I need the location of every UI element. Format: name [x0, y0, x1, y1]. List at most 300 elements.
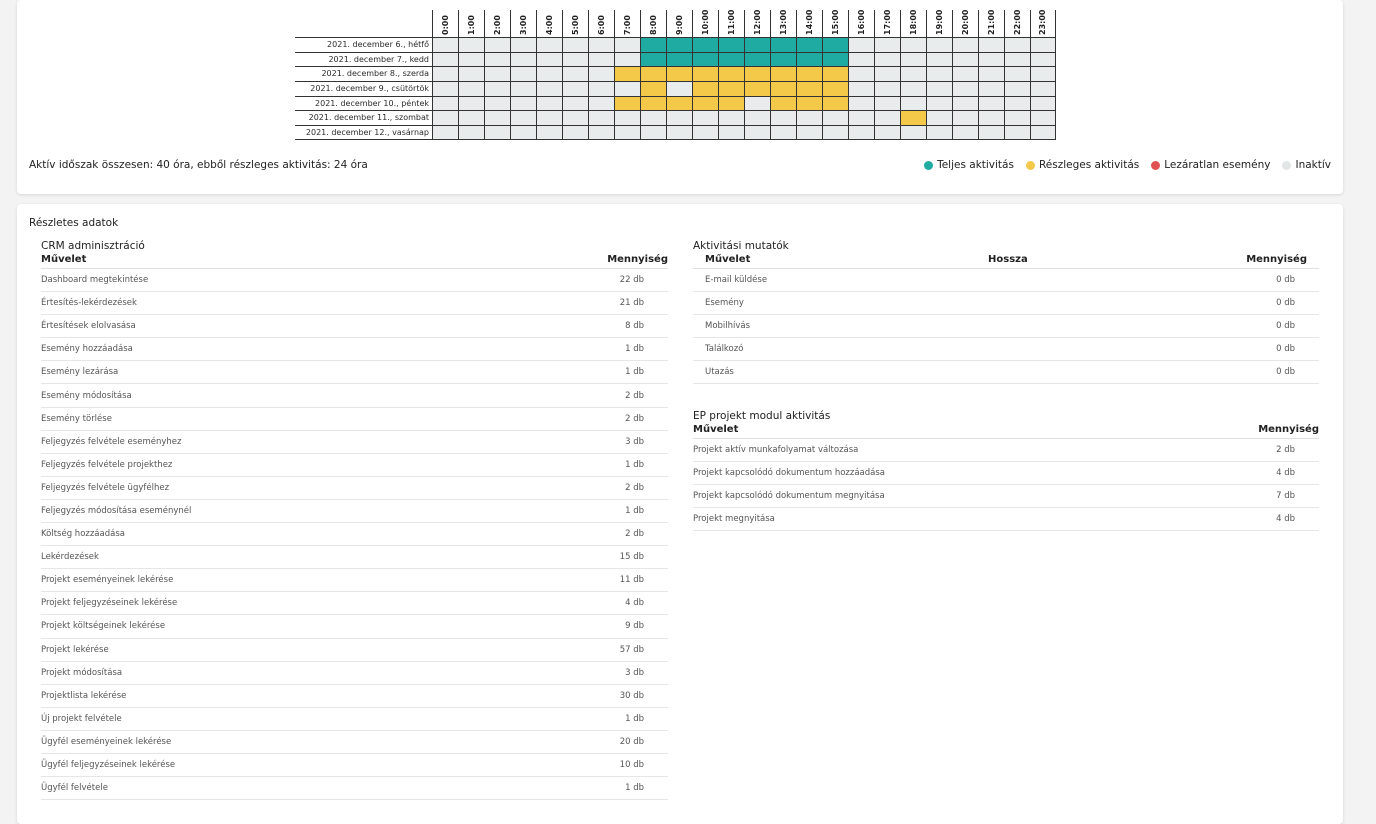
- table-row: [41, 431, 668, 454]
- hour-header-cell: [874, 10, 900, 37]
- heatmap-cell: [718, 96, 744, 111]
- heatmap-cell: [484, 125, 510, 140]
- table-row: [41, 408, 668, 431]
- hour-label: 14:00: [804, 10, 814, 35]
- heatmap-cell: [744, 66, 770, 81]
- row-action-name: Esemény lezárása: [41, 367, 119, 378]
- activity-table-body: [693, 269, 1319, 384]
- heatmap-cell: [796, 110, 822, 125]
- heatmap-cell: [1030, 96, 1056, 111]
- heatmap-cell: [562, 66, 588, 81]
- heatmap-cell: [692, 66, 718, 81]
- heatmap-cell: [900, 66, 926, 81]
- hour-label: 0:00: [440, 15, 450, 35]
- heatmap-cell: [640, 52, 666, 67]
- heatmap-cell: [796, 125, 822, 140]
- heatmap-day-row: [295, 66, 1056, 81]
- hour-label: 18:00: [908, 10, 918, 35]
- crm-table-title: CRM adminisztráció: [41, 240, 145, 252]
- day-label: 2021. december 10., péntek: [295, 96, 432, 111]
- row-quantity: 30 db: [619, 690, 644, 701]
- table-row: [693, 361, 1319, 384]
- heatmap-day-row: [295, 125, 1056, 140]
- heatmap-cell: [536, 52, 562, 67]
- legend-label: Lezáratlan esemény: [1164, 159, 1271, 171]
- hour-label: 12:00: [752, 10, 762, 35]
- hour-label: 22:00: [1012, 10, 1022, 35]
- hour-header-cell: [510, 10, 536, 37]
- legend-label: Részleges aktivitás: [1038, 159, 1140, 171]
- table-row: [693, 462, 1319, 485]
- heatmap-cell: [1004, 125, 1030, 140]
- row-action-name: Ügyfél eseményeinek lekérése: [41, 736, 172, 747]
- legend-item: [924, 159, 1014, 171]
- heatmap-cell: [614, 37, 640, 52]
- heatmap-cell: [640, 66, 666, 81]
- detailed-data-card: [17, 204, 1343, 824]
- heatmap-cell: [614, 66, 640, 81]
- heatmap-cell: [770, 66, 796, 81]
- hour-header-cell: [458, 10, 484, 37]
- heatmap-cell: [510, 125, 536, 140]
- heatmap-cell: [666, 96, 692, 111]
- hour-label: 4:00: [544, 15, 554, 35]
- heatmap-cell: [666, 110, 692, 125]
- table-row: [41, 615, 668, 638]
- table-row: [693, 292, 1319, 315]
- row-action-name: Esemény: [705, 298, 744, 309]
- activity-table-title: Aktivitási mutatók: [693, 240, 789, 252]
- row-action-name: Projekt kapcsolódó dokumentum hozzáadása: [693, 468, 885, 479]
- table-row: [41, 569, 668, 592]
- hour-header-cell: [822, 10, 848, 37]
- heatmap-cell: [692, 52, 718, 67]
- heatmap-cell: [510, 96, 536, 111]
- row-action-name: Utazás: [705, 367, 734, 378]
- heatmap-cell: [640, 96, 666, 111]
- heatmap-cell: [796, 37, 822, 52]
- heatmap-cell: [848, 110, 874, 125]
- heatmap-cell: [640, 125, 666, 140]
- heatmap-cell: [588, 81, 614, 96]
- heatmap-cell: [848, 37, 874, 52]
- heatmap-cell: [432, 125, 458, 140]
- heatmap-cell: [510, 81, 536, 96]
- heatmap-cell: [484, 66, 510, 81]
- heatmap-cell: [978, 125, 1004, 140]
- row-action-name: Új projekt felvétele: [41, 713, 122, 724]
- row-quantity: 1 db: [625, 459, 644, 470]
- table-row: [41, 523, 668, 546]
- table-row: [41, 546, 668, 569]
- heatmap-cell: [1004, 96, 1030, 111]
- heatmap-cell: [484, 81, 510, 96]
- table-row: [41, 639, 668, 662]
- heatmap-cell: [848, 52, 874, 67]
- row-quantity: 2 db: [1276, 445, 1295, 456]
- row-quantity: 1 db: [625, 783, 644, 794]
- row-quantity: 0 db: [1276, 275, 1295, 286]
- heatmap-cell: [822, 125, 848, 140]
- heatmap-cell: [744, 81, 770, 96]
- hour-label: 11:00: [726, 10, 736, 35]
- row-action-name: Feljegyzés felvétele eseményhez: [41, 436, 182, 447]
- heatmap-cell: [562, 81, 588, 96]
- heatmap-cell: [770, 125, 796, 140]
- heatmap-cell: [822, 110, 848, 125]
- heatmap-cell: [900, 52, 926, 67]
- row-action-name: Feljegyzés felvétele ügyfélhez: [41, 482, 170, 493]
- row-quantity: 0 db: [1276, 298, 1295, 309]
- heatmap-cell: [640, 81, 666, 96]
- hour-label: 15:00: [830, 10, 840, 35]
- heatmap-cell: [536, 66, 562, 81]
- heatmap-cell: [562, 37, 588, 52]
- heatmap-cell: [484, 52, 510, 67]
- heatmap-cell: [874, 66, 900, 81]
- ep-table-header: [693, 423, 1319, 439]
- col-header-action: Művelet: [41, 254, 87, 265]
- hour-header-cell: [692, 10, 718, 37]
- hour-label: 3:00: [518, 15, 528, 35]
- heatmap-cell: [874, 125, 900, 140]
- heatmap-cell: [510, 37, 536, 52]
- table-row: [41, 454, 668, 477]
- heatmap-day-row: [295, 37, 1056, 52]
- heatmap-cell: [692, 96, 718, 111]
- hour-label: 5:00: [570, 15, 580, 35]
- heatmap-cell: [536, 37, 562, 52]
- hour-label: 10:00: [700, 10, 710, 35]
- heatmap-cell: [1030, 52, 1056, 67]
- row-quantity: 4 db: [1276, 468, 1295, 479]
- legend-dot-icon: [1026, 161, 1035, 170]
- heatmap-cell: [1004, 52, 1030, 67]
- table-row: [41, 477, 668, 500]
- row-quantity: 15 db: [619, 552, 644, 563]
- row-action-name: Esemény törlése: [41, 413, 112, 424]
- day-label: 2021. december 11., szombat: [295, 110, 432, 125]
- col-header-length: Hossza: [988, 254, 1028, 265]
- hour-header-cell: [484, 10, 510, 37]
- row-action-name: Projekt feljegyzéseinek lekérése: [41, 598, 178, 609]
- row-action-name: Dashboard megtekintése: [41, 275, 149, 286]
- heatmap-cell: [458, 52, 484, 67]
- heatmap-cell: [536, 96, 562, 111]
- heatmap-cell: [848, 66, 874, 81]
- hour-label: 6:00: [596, 15, 606, 35]
- heatmap-cell: [666, 52, 692, 67]
- heatmap-cell: [848, 125, 874, 140]
- heatmap-cell: [432, 66, 458, 81]
- activity-table-header: [693, 253, 1319, 269]
- heatmap-cell: [1030, 66, 1056, 81]
- heatmap-cell: [796, 96, 822, 111]
- heatmap-cell: [796, 52, 822, 67]
- legend-dot-icon: [1282, 161, 1291, 170]
- hour-header-cell: [536, 10, 562, 37]
- row-action-name: Lekérdezések: [41, 552, 99, 563]
- heatmap-cell: [588, 52, 614, 67]
- hour-label: 9:00: [674, 15, 684, 35]
- row-quantity: 2 db: [625, 413, 644, 424]
- heatmap-cell: [978, 81, 1004, 96]
- day-label: 2021. december 7., kedd: [295, 52, 432, 67]
- crm-admin-table: [41, 239, 668, 800]
- table-row: [41, 500, 668, 523]
- heatmap-cell: [926, 96, 952, 111]
- row-action-name: Projektlista lekérése: [41, 690, 127, 701]
- day-rows: [295, 37, 1056, 140]
- hour-label: 2:00: [492, 15, 502, 35]
- heatmap-cell: [510, 110, 536, 125]
- heatmap-cell: [614, 125, 640, 140]
- row-quantity: 7 db: [1276, 491, 1295, 502]
- heatmap-cell: [718, 66, 744, 81]
- row-quantity: 10 db: [619, 760, 644, 771]
- heatmap-cell: [978, 66, 1004, 81]
- heatmap-cell: [770, 52, 796, 67]
- hour-label: 8:00: [648, 15, 658, 35]
- row-action-name: Értesítések elolvasása: [41, 321, 136, 332]
- heatmap-cell: [692, 81, 718, 96]
- day-label: 2021. december 6., hétfő: [295, 37, 432, 52]
- table-row: [41, 754, 668, 777]
- heatmap-cell: [952, 110, 978, 125]
- active-period-summary: Aktív időszak összesen: 40 óra, ebből részleges aktivitás: 24 óra: [29, 159, 368, 171]
- hour-header-cell: [770, 10, 796, 37]
- heatmap-cell: [640, 110, 666, 125]
- row-action-name: E-mail küldése: [705, 275, 768, 286]
- activity-metrics-table: [693, 239, 1319, 384]
- legend-label: Inaktív: [1295, 159, 1331, 171]
- row-quantity: 2 db: [625, 390, 644, 401]
- table-row: [41, 685, 668, 708]
- heatmap-cell: [562, 125, 588, 140]
- row-action-name: Projekt lekérése: [41, 644, 109, 655]
- heatmap-cell: [978, 96, 1004, 111]
- legend-item: [1026, 159, 1139, 171]
- heatmap-cell: [822, 96, 848, 111]
- section-title: Részletes adatok: [29, 217, 119, 229]
- heatmap-cell: [900, 81, 926, 96]
- heatmap-cell: [432, 52, 458, 67]
- hour-header-cell: [588, 10, 614, 37]
- col-header-quantity: Mennyiség: [607, 254, 668, 265]
- row-quantity: 0 db: [1276, 344, 1295, 355]
- row-action-name: Esemény hozzáadása: [41, 344, 133, 355]
- ep-project-module-table: [693, 409, 1319, 531]
- table-row: [41, 708, 668, 731]
- legend-item: [1282, 159, 1331, 171]
- hour-label: 23:00: [1038, 10, 1047, 35]
- heatmap-cell: [484, 37, 510, 52]
- heatmap-cell: [640, 37, 666, 52]
- heatmap-cell: [718, 110, 744, 125]
- col-header-quantity: Mennyiség: [1246, 254, 1307, 265]
- hour-header-cell: [666, 10, 692, 37]
- row-action-name: Projekt költségeinek lekérése: [41, 621, 166, 632]
- heatmap-cell: [588, 96, 614, 111]
- row-quantity: 3 db: [625, 667, 644, 678]
- hour-header-cell: [796, 10, 822, 37]
- heatmap-cell: [432, 37, 458, 52]
- heatmap-cell: [978, 110, 1004, 125]
- row-action-name: Projekt módosítása: [41, 667, 123, 678]
- heatmap-cell: [432, 96, 458, 111]
- heatmap-cell: [692, 37, 718, 52]
- heatmap-cell: [692, 125, 718, 140]
- activity-heatmap-card: [17, 0, 1343, 194]
- heatmap-cell: [770, 81, 796, 96]
- heatmap-cell: [744, 52, 770, 67]
- heatmap-day-row: [295, 81, 1056, 96]
- row-action-name: Találkozó: [705, 344, 744, 355]
- heatmap-cell: [562, 96, 588, 111]
- heatmap-cell: [666, 37, 692, 52]
- heatmap-cell: [666, 125, 692, 140]
- hour-label: 16:00: [856, 10, 866, 35]
- heatmap-day-row: [295, 52, 1056, 67]
- table-row: [41, 777, 668, 800]
- heatmap-cell: [744, 37, 770, 52]
- legend-label: Teljes aktivitás: [937, 159, 1014, 171]
- heatmap-cell: [822, 81, 848, 96]
- heatmap-cell: [1030, 125, 1056, 140]
- col-header-action: Művelet: [693, 424, 739, 435]
- heatmap-cell: [926, 125, 952, 140]
- heatmap-cell: [1004, 110, 1030, 125]
- heatmap-cell: [614, 110, 640, 125]
- heatmap-cell: [926, 37, 952, 52]
- heatmap-cell: [432, 110, 458, 125]
- heatmap-legend: [924, 159, 1331, 171]
- hour-label: 17:00: [882, 10, 892, 35]
- table-row: [41, 338, 668, 361]
- table-row: [41, 269, 668, 292]
- heatmap-cell: [874, 81, 900, 96]
- hour-label: 20:00: [960, 10, 970, 35]
- row-quantity: 1 db: [625, 505, 644, 516]
- heatmap-cell: [848, 81, 874, 96]
- heatmap-cell: [614, 96, 640, 111]
- heatmap-cell: [562, 52, 588, 67]
- heatmap-cell: [536, 81, 562, 96]
- heatmap-cell: [874, 37, 900, 52]
- table-row: [41, 361, 668, 384]
- heatmap-cell: [458, 37, 484, 52]
- legend-dot-icon: [1151, 161, 1160, 170]
- row-action-name: Projekt aktív munkafolyamat változása: [693, 445, 859, 456]
- heatmap-cell: [484, 110, 510, 125]
- heatmap-cell: [926, 52, 952, 67]
- heatmap-cell: [1030, 110, 1056, 125]
- heatmap-cell: [1004, 81, 1030, 96]
- hour-header-cell: [952, 10, 978, 37]
- hour-header-row: [432, 10, 1056, 37]
- heatmap-cell: [562, 110, 588, 125]
- row-action-name: Feljegyzés felvétele projekthez: [41, 459, 173, 470]
- heatmap-cell: [614, 52, 640, 67]
- heatmap-cell: [822, 66, 848, 81]
- table-row: [693, 485, 1319, 508]
- row-action-name: Esemény módosítása: [41, 390, 132, 401]
- row-quantity: 4 db: [1276, 514, 1295, 525]
- heatmap-cell: [458, 125, 484, 140]
- heatmap-cell: [796, 81, 822, 96]
- crm-table-body: [41, 269, 668, 800]
- heatmap-cell: [952, 66, 978, 81]
- table-row: [693, 269, 1319, 292]
- hour-header-cell: [432, 10, 458, 37]
- hour-label: 13:00: [778, 10, 788, 35]
- row-action-name: Feljegyzés módosítása eseménynél: [41, 505, 192, 516]
- heatmap-cell: [458, 110, 484, 125]
- table-row: [41, 384, 668, 407]
- hour-header-cell: [848, 10, 874, 37]
- row-quantity: 21 db: [619, 298, 644, 309]
- heatmap-cell: [718, 125, 744, 140]
- day-label: 2021. december 8., szerda: [295, 66, 432, 81]
- heatmap-cell: [458, 81, 484, 96]
- heatmap-cell: [770, 110, 796, 125]
- ep-table-title: EP projekt modul aktivitás: [693, 410, 831, 422]
- row-quantity: 11 db: [619, 575, 644, 586]
- heatmap-cell: [588, 37, 614, 52]
- hour-header-cell: [744, 10, 770, 37]
- heatmap-cell: [744, 125, 770, 140]
- heatmap-cell: [510, 66, 536, 81]
- table-row: [693, 338, 1319, 361]
- heatmap-cell: [432, 81, 458, 96]
- row-quantity: 2 db: [625, 529, 644, 540]
- table-row: [41, 731, 668, 754]
- heatmap-cell: [666, 66, 692, 81]
- heatmap-cell: [458, 96, 484, 111]
- row-quantity: 8 db: [625, 321, 644, 332]
- heatmap-cell: [874, 110, 900, 125]
- row-quantity: 3 db: [625, 436, 644, 447]
- heatmap-cell: [900, 125, 926, 140]
- ep-table-body: [693, 439, 1319, 531]
- table-row: [693, 439, 1319, 462]
- table-row: [41, 315, 668, 338]
- day-label: 2021. december 9., csütörtök: [295, 81, 432, 96]
- heatmap-cell: [822, 37, 848, 52]
- hour-label: 19:00: [934, 10, 944, 35]
- row-quantity: 1 db: [625, 713, 644, 724]
- heatmap-day-row: [295, 96, 1056, 111]
- row-action-name: Projekt eseményeinek lekérése: [41, 575, 174, 586]
- heatmap-cell: [978, 37, 1004, 52]
- heatmap-cell: [1030, 37, 1056, 52]
- heatmap-cell: [900, 37, 926, 52]
- row-action-name: Értesítés-lekérdezések: [41, 298, 137, 309]
- row-action-name: Ügyfél felvétele: [41, 783, 108, 794]
- heatmap-cell: [900, 96, 926, 111]
- heatmap-cell: [770, 37, 796, 52]
- heatmap-cell: [1004, 66, 1030, 81]
- heatmap-cell: [718, 81, 744, 96]
- heatmap-cell: [952, 96, 978, 111]
- row-quantity: 57 db: [619, 644, 644, 655]
- heatmap-cell: [848, 96, 874, 111]
- heatmap-cell: [952, 125, 978, 140]
- hour-header-cell: [900, 10, 926, 37]
- hour-header-cell: [562, 10, 588, 37]
- heatmap-cell: [718, 52, 744, 67]
- row-action-name: Mobilhívás: [705, 321, 751, 332]
